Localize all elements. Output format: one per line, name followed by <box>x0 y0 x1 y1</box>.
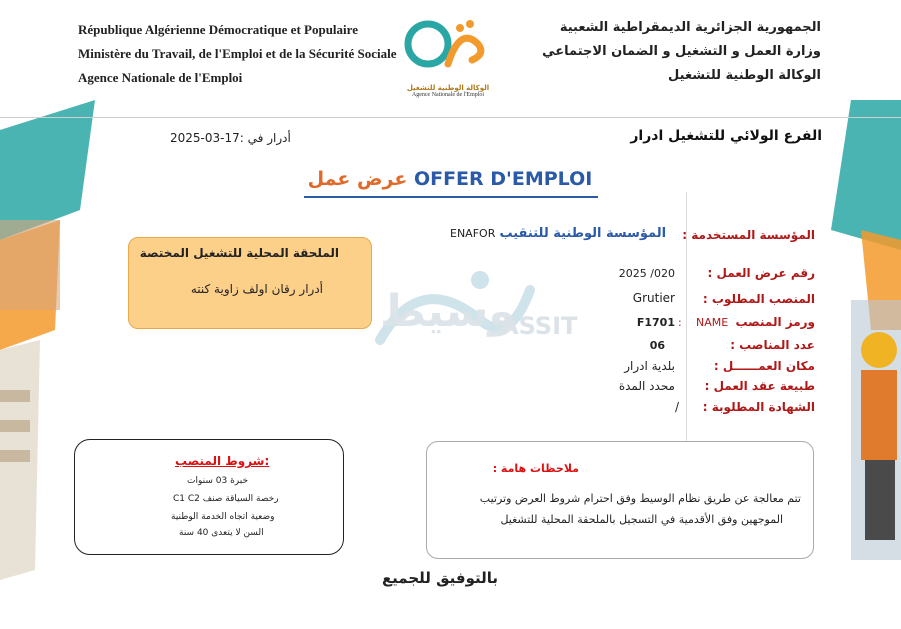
position-code-extra: NAME <box>696 316 729 329</box>
header-fr-line-3: Agence Nationale de l'Emploi <box>78 70 243 85</box>
condition-item: رخصة السياقة صنف C1 C2 <box>173 494 279 504</box>
offer-number-label: رقم عرض العمل : <box>707 266 815 280</box>
degree-value: / <box>674 400 679 414</box>
conditions-box <box>74 439 344 555</box>
agency-box-value: أدرار رقان اولف زاوية كنته <box>190 282 323 296</box>
condition-item: السن لا يتعدى 40 سنة <box>179 528 264 538</box>
offer-date: أدرار في :17-03-2025 <box>170 131 291 145</box>
branch-title: الفرع الولائي للتشغيل ادرار <box>630 128 822 144</box>
right-decoration <box>821 100 901 629</box>
positions-count-value: 06 <box>649 339 665 352</box>
header-divider <box>0 117 901 118</box>
agency-logo <box>398 14 498 108</box>
agency-logo-icon <box>398 14 498 80</box>
watermark-fr: ASSIT <box>500 312 578 340</box>
logo-text-ar: الوكالة الوطنية للتشغيل <box>406 84 490 92</box>
work-location-value: بلدية ادرار <box>624 359 675 373</box>
header-fr-line-1: République Algérienne Démocratique et Populaire <box>78 22 358 37</box>
page-title <box>300 168 600 190</box>
notes-line-2: الموجهين وفق الأقدمية في التسجيل بالملحقة المحلية للتشغيل <box>500 513 783 526</box>
employer-name-ar: المؤسسة الوطنية للتنقيب <box>499 226 667 241</box>
header-fr-line-2: Ministère du Travail, de l'Emploi et de la Sécurité Sociale <box>78 46 397 61</box>
position-label: المنصب المطلوب : <box>702 292 815 306</box>
title-french: OFFER D'EMPLOI <box>413 168 593 190</box>
degree-label: الشهادة المطلوبة : <box>702 400 815 414</box>
conditions-title: شروط المنصب: <box>175 454 270 468</box>
title-arabic: عرض عمل <box>307 168 408 190</box>
header-ar-line-3: الوكالة الوطنية للتشغيل <box>668 68 821 83</box>
header-ar-line-2: وزارة العمل و التشغيل و الضمان الاجتماعي <box>542 44 821 59</box>
agency-box-title: الملحقة المحلية للتشغيل المختصة <box>139 246 339 260</box>
offer-number-value: 020/ 2025 <box>618 267 675 280</box>
condition-item: خبرة 03 سنوات <box>187 476 249 486</box>
header-french <box>78 18 396 90</box>
position-value: Grutier <box>632 291 675 305</box>
agency-box <box>128 237 372 329</box>
employer-label: المؤسسة المستخدمة : <box>682 228 815 242</box>
employer-name-fr: ENAFOR <box>450 227 496 240</box>
header-ar-line-1: الجمهورية الجزائرية الديمقراطية الشعبية <box>559 20 821 35</box>
positions-count-label: عدد المناصب : <box>730 338 815 352</box>
header-arabic <box>542 16 821 88</box>
logo-text-fr: Agence Nationale de l'Emploi <box>411 92 485 98</box>
contract-type-value: محدد المدة <box>618 379 675 393</box>
contract-type-label: طبيعة عقد العمل : <box>704 379 815 393</box>
notes-line-1: تتم معالجة عن طريق نظام الوسيط وفق احترام شروط العرض وترتيب <box>479 492 801 505</box>
condition-item: وضعية اتجاه الخدمة الوطنية <box>171 512 275 522</box>
title-underline <box>304 196 598 198</box>
footer-wish: بالتوفيق للجميع <box>381 569 499 587</box>
watermark-ar: وسيط <box>380 286 516 337</box>
position-code-separator: : <box>678 316 682 329</box>
position-code-label: ورمز المنصب <box>735 315 815 329</box>
wassit-watermark <box>360 250 590 394</box>
notes-title: ملاحظات هامة : <box>492 462 579 475</box>
work-location-label: مكان العمــــــل : <box>713 359 815 373</box>
position-code-value: F1701 <box>636 316 675 329</box>
notes-box <box>426 441 814 559</box>
employer-name <box>450 226 666 241</box>
